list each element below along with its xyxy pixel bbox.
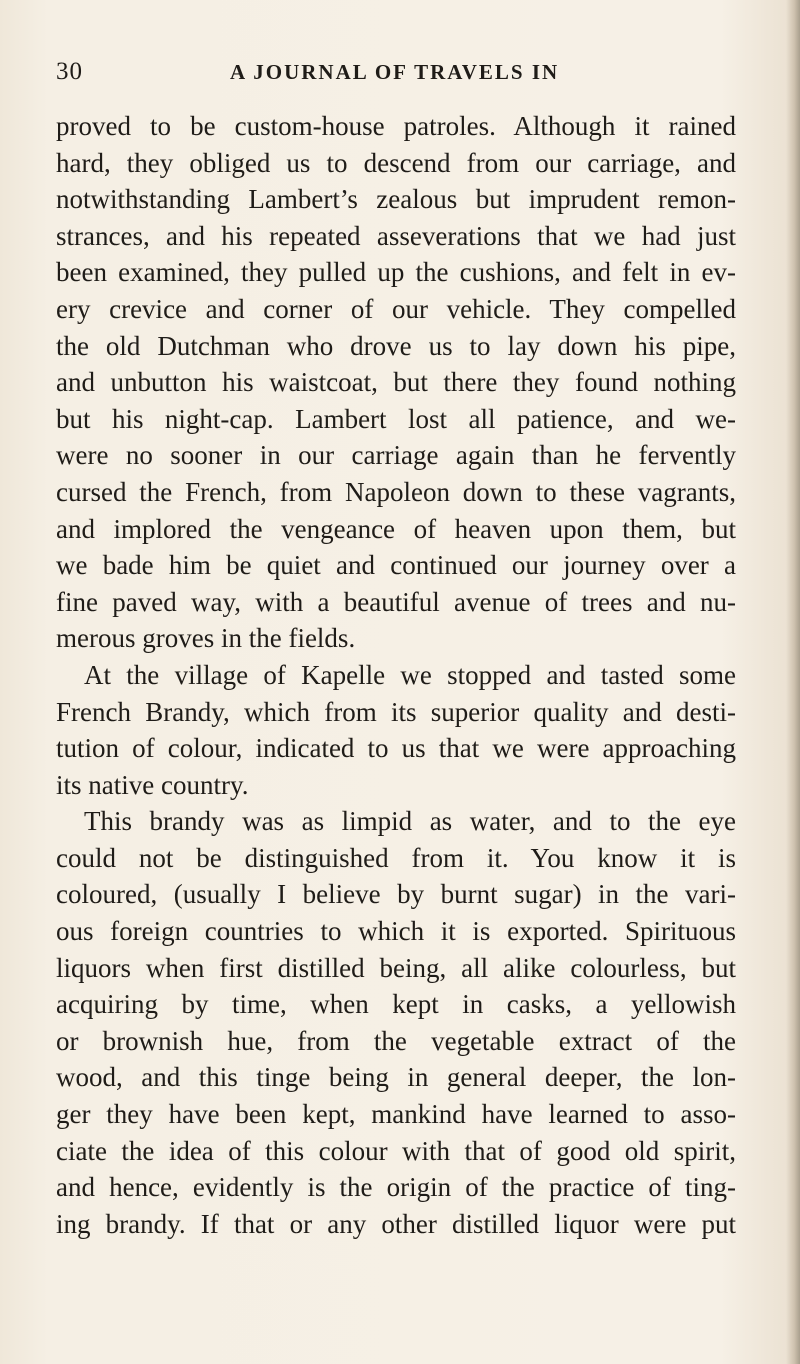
text-line: French Brandy, which from its superior quality and desti-: [56, 696, 736, 727]
running-head: [56, 58, 756, 88]
text-line: ing brandy. If that or any other distilled liquor were put: [56, 1208, 736, 1239]
text-line: notwithstanding Lambert’s zealous but imprudent remon-: [56, 184, 736, 215]
text-line: strances, and his repeated asseverations that we had just: [56, 220, 736, 251]
text-line: been examined, they pulled up the cushions, and felt in ev-: [56, 257, 736, 288]
text-line: its native country.: [56, 769, 249, 800]
text-line: and unbutton his waistcoat, but there they found nothing: [56, 367, 736, 398]
text-line: cursed the French, from Napoleon down to these vagrants,: [56, 476, 736, 507]
text-line: and implored the vengeance of heaven upon them, but: [56, 513, 736, 544]
text-line: ger they have been kept, mankind have learned to asso-: [56, 1099, 736, 1130]
text-line: and hence, evidently is the origin of the practice of ting-: [56, 1172, 736, 1203]
text-line: fine paved way, with a beautiful avenue of trees and nu-: [56, 586, 736, 617]
text-line: This brandy was as limpid as water, and to the eye: [84, 806, 736, 837]
running-title: A JOURNAL OF TRAVELS IN: [230, 60, 560, 84]
text-line: but his night-cap. Lambert lost all patience, and we-: [56, 403, 736, 434]
text-line: ciate the idea of this colour with that of good old spirit,: [56, 1135, 736, 1166]
text-line: or brownish hue, from the vegetable extract of the: [56, 1025, 736, 1056]
text-line: acquiring by time, when kept in casks, a yellowish: [56, 989, 736, 1020]
page-number: 30: [56, 58, 83, 85]
text-line: merous groves in the fields.: [56, 623, 356, 654]
text-line: wood, and this tinge being in general deeper, the lon-: [56, 1062, 736, 1093]
text-line: ery crevice and corner of our vehicle. They compelled: [56, 293, 736, 324]
text-line: At the village of Kapelle we stopped and tasted some: [84, 659, 736, 690]
text-line: could not be distinguished from it. You know it is: [56, 842, 736, 873]
text-line: we bade him be quiet and continued our journey over a: [56, 550, 736, 581]
text-line: hard, they obliged us to descend from our carriage, and: [56, 147, 736, 178]
text-line: ous foreign countries to which it is exported. Spirituous: [56, 916, 736, 947]
body-text: [56, 108, 736, 1242]
text-line: tution of colour, indicated to us that we were approaching: [56, 733, 736, 764]
text-line: proved to be custom-house patroles. Although it rained: [56, 111, 736, 141]
text-line: coloured, (usually I believe by burnt sugar) in the vari-: [56, 879, 736, 910]
page-edge-shadow: [786, 0, 800, 1364]
text-line: were no sooner in our carriage again than he fervently: [56, 440, 736, 471]
text-line: liquors when first distilled being, all alike colourless, but: [56, 952, 736, 983]
text-line: the old Dutchman who drove us to lay down his pipe,: [56, 330, 736, 361]
